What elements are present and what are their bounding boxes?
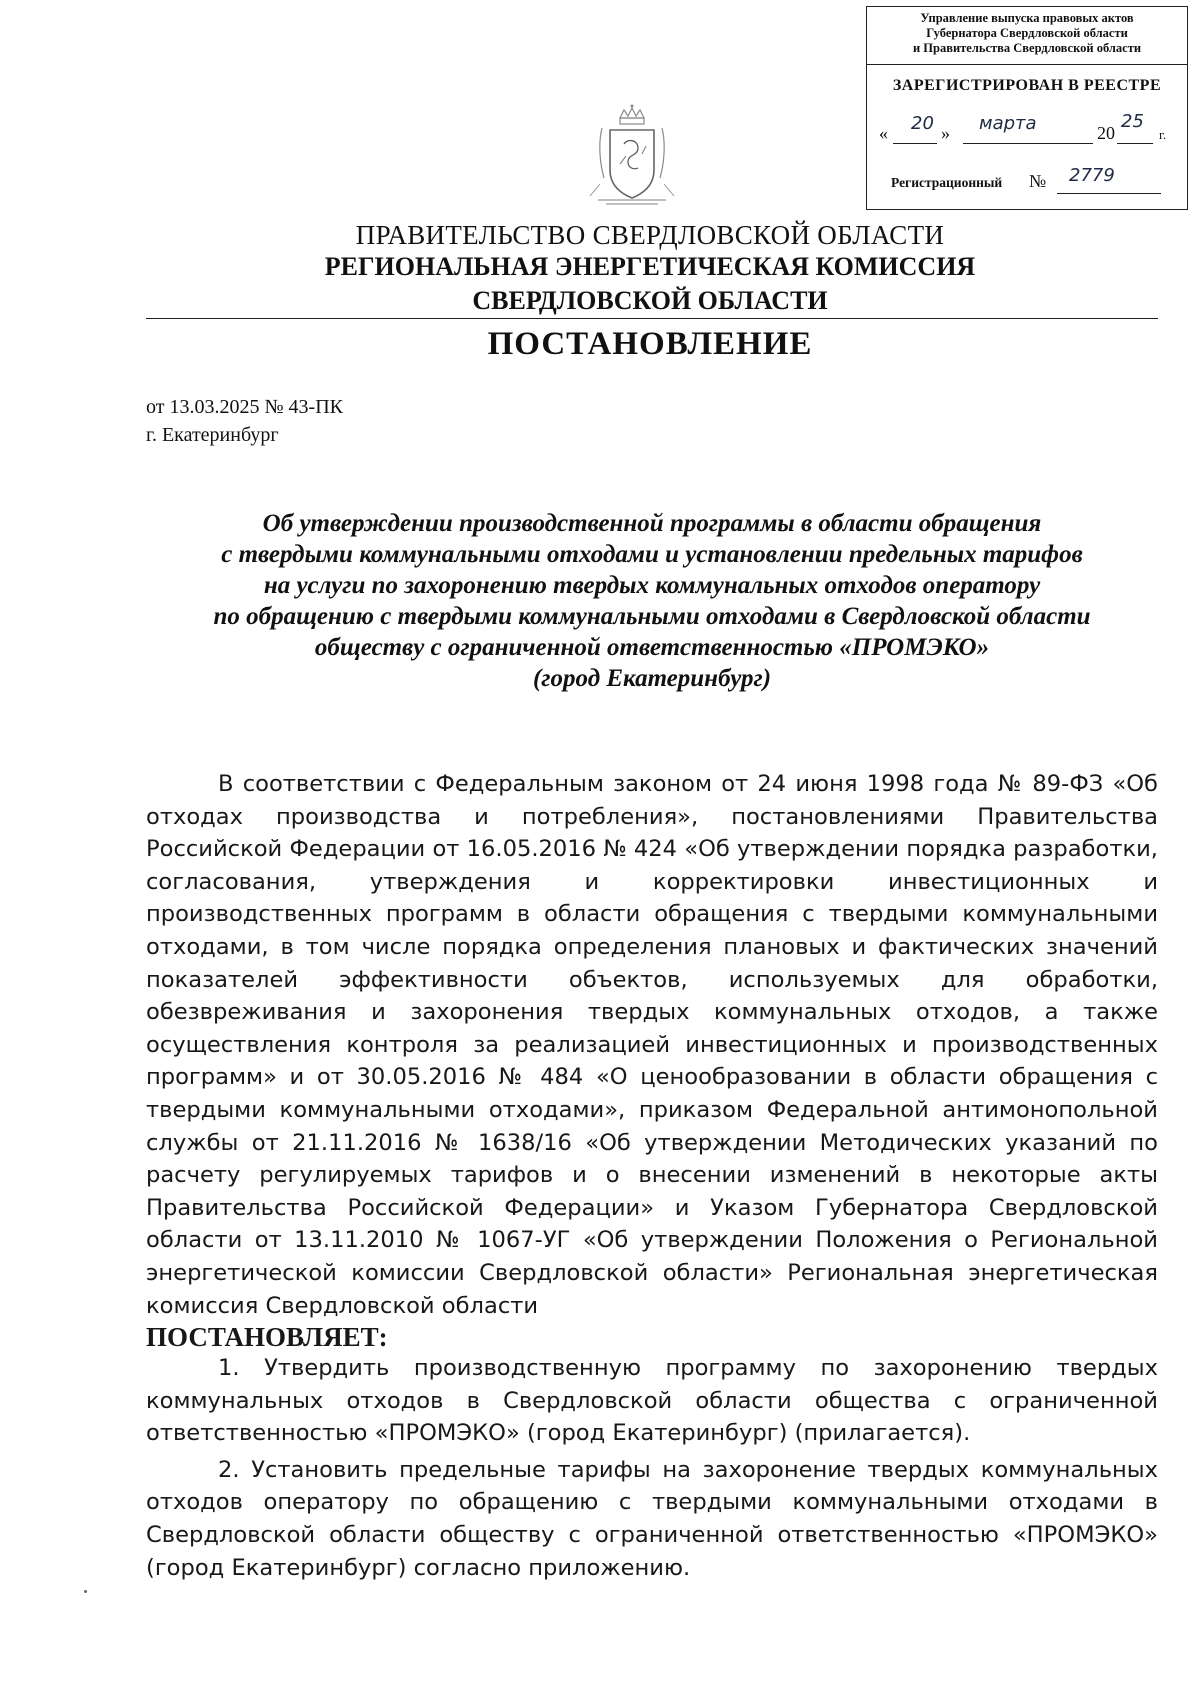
document-body (146, 768, 1158, 1588)
stamp-header-line: Управление выпуска правовых актов (920, 11, 1134, 25)
document-city: г. Екатеринбург (146, 424, 279, 446)
resolves-heading: ПОСТАНОВЛЯЕТ: (146, 1322, 388, 1353)
stamp-registered-label: ЗАРЕГИСТРИРОВАН В РЕЕСТРЕ (892, 77, 1162, 94)
stamp-number-underline (1057, 193, 1161, 194)
commission-heading-line2: СВЕРДЛОВСКОЙ ОБЛАСТИ (472, 286, 828, 315)
stamp-header (867, 7, 1187, 65)
stamp-reg-number-label: Регистрационный (891, 175, 1003, 190)
resolution-item: 1. Утвердить производственную программу по захоронению твердых коммунальных отходов в Свердловской области общества с ограниченной ответственностью «ПРОМЭКО» (город Екатеринбург) (прилагается). (146, 1355, 1158, 1447)
stamp-number-sign: № (1029, 171, 1047, 191)
preamble-paragraph: В соответствии с Федеральным законом от 24 июня 1998 года № 89-ФЗ «Об отходах производства и потребления», постановлениями Правительства Российской Федерации от 16.05.2016 № 424 «Об утверждении порядка разработки, согласования, утверждения и корректировки инвестиционных и производственных программ в области обращения с твердыми коммунальными отходами, в том числе порядка определения плановых и фактических значений показателей эффективности объектов, используемых для обработки, обезвреживания и захоронения твердых коммунальных отходов, а также осуществления контроля за реализацией инвестиционных и производственных программ» и от 30.05.2016 № 484 «О ценообразовании в области обращения с твердыми коммунальными отходами», приказом Федеральной антимонопольной службы от 21.11.2016 № 1638/16 «Об утверждении Методических указаний по расчету регулируемых тарифов и о внесении изменений в некоторые акты Правительства Российской Федерации» и Указом Губернатора Свердловской области от 13.11.2010 № 1067-УГ «Об утверждении Положения о Региональной энергетической комиссии Свердловской области» Региональная энергетическая комиссия Свердловской области (146, 771, 1158, 1319)
title-line: по обращению с твердыми коммунальными отходами в Свердловской области (213, 603, 1091, 630)
stamp-number-row (867, 165, 1187, 199)
header-rule (146, 318, 1158, 319)
coat-of-arms-emblem (580, 104, 684, 212)
title-line: (город Екатеринбург) (532, 665, 772, 692)
document-type-title: ПОСТАНОВЛЕНИЕ (487, 326, 813, 362)
stamp-open-quote: « (879, 123, 888, 143)
stamp-year-underline (1117, 143, 1153, 144)
stamp-reg-number: 2779 (1069, 165, 1115, 186)
stamp-date-row (867, 111, 1187, 147)
scan-speck (84, 1590, 87, 1593)
document-date-number: от 13.03.2025 № 43-ПК (146, 396, 344, 418)
government-heading: ПРАВИТЕЛЬСТВО СВЕРДЛОВСКОЙ ОБЛАСТИ (355, 220, 945, 250)
title-line: на услуги по захоронению твердых коммунальных отходов оператору (263, 572, 1041, 599)
title-line: обществу с ограниченной ответственностью «ПРОМЭКО» (314, 634, 990, 661)
stamp-year-suffix: 25 (1121, 111, 1144, 132)
stamp-month-underline (963, 143, 1093, 144)
stamp-header-line: Губернатора Свердловской области (926, 26, 1128, 40)
title-line: с твердыми коммунальными отходами и установлении предельных тарифов (221, 541, 1083, 568)
title-line: Об утверждении производственной программы в области обращения (262, 510, 1042, 537)
stamp-close-quote: » (941, 123, 950, 143)
stamp-day-underline (893, 143, 937, 144)
registration-stamp (866, 6, 1188, 210)
stamp-year-abbr: г. (1159, 127, 1167, 142)
resolution-item: 2. Установить предельные тарифы на захоронение твердых коммунальных отходов оператору по обращению с твердыми коммунальными отходами в Свердловской области обществу с ограниченной ответственностью «ПРОМЭКО» (город Екатеринбург) согласно приложению. (146, 1456, 1158, 1581)
stamp-day: 20 (911, 113, 934, 134)
stamp-year-prefix: 20 (1097, 123, 1115, 143)
stamp-month: марта (979, 113, 1037, 134)
document-subject-title (140, 508, 1164, 694)
commission-heading-line1: РЕГИОНАЛЬНАЯ ЭНЕРГЕТИЧЕСКАЯ КОМИССИЯ (324, 252, 976, 281)
stamp-header-line: и Правительства Свердловской области (912, 41, 1142, 55)
